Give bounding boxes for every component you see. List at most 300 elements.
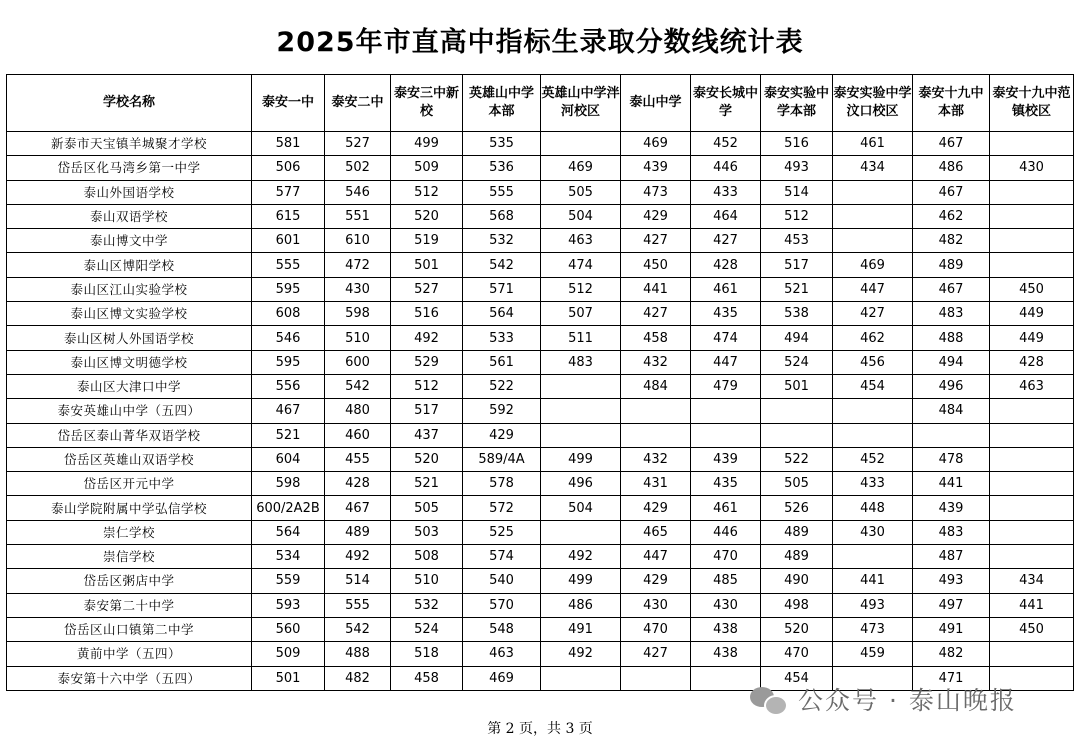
score-cell <box>621 666 691 690</box>
score-cell: 521 <box>761 277 833 301</box>
score-cell <box>990 229 1074 253</box>
score-cell <box>990 204 1074 228</box>
score-cell: 487 <box>913 545 990 569</box>
score-cell: 526 <box>761 496 833 520</box>
score-cell: 427 <box>691 229 761 253</box>
score-cell: 516 <box>761 132 833 156</box>
school-name-cell: 泰安第二十中学 <box>7 593 252 617</box>
score-cell <box>691 399 761 423</box>
score-cell: 593 <box>252 593 325 617</box>
score-cell: 456 <box>833 350 913 374</box>
column-header: 学校名称 <box>7 75 252 132</box>
score-cell: 494 <box>913 350 990 374</box>
score-cell: 535 <box>463 132 541 156</box>
score-cell: 460 <box>325 423 391 447</box>
page-footer: 第 2 页，共 3 页 <box>487 721 593 737</box>
score-cell: 469 <box>463 666 541 690</box>
score-cell: 441 <box>990 593 1074 617</box>
table-row <box>7 496 1074 520</box>
table-row <box>7 229 1074 253</box>
score-cell: 441 <box>833 569 913 593</box>
table-row <box>7 642 1074 666</box>
score-cell: 493 <box>761 156 833 180</box>
score-cell: 524 <box>761 350 833 374</box>
score-cell: 438 <box>691 642 761 666</box>
score-cell: 472 <box>325 253 391 277</box>
score-cell: 427 <box>621 642 691 666</box>
score-cell: 435 <box>691 472 761 496</box>
score-cell: 452 <box>691 132 761 156</box>
score-cell: 485 <box>691 569 761 593</box>
score-cell: 548 <box>463 617 541 641</box>
score-cell <box>541 132 621 156</box>
score-cell: 510 <box>325 326 391 350</box>
score-cell: 489 <box>325 520 391 544</box>
column-header: 英雄山中学泮河校区 <box>541 75 621 132</box>
score-cell: 601 <box>252 229 325 253</box>
score-cell: 454 <box>761 666 833 690</box>
score-cell: 532 <box>391 593 463 617</box>
score-cell: 600 <box>325 350 391 374</box>
score-cell: 551 <box>325 204 391 228</box>
score-cell: 430 <box>833 520 913 544</box>
score-cell: 484 <box>621 374 691 398</box>
score-cell: 517 <box>391 399 463 423</box>
score-cell: 458 <box>621 326 691 350</box>
score-cell: 546 <box>252 326 325 350</box>
score-cell: 499 <box>391 132 463 156</box>
table-row <box>7 423 1074 447</box>
score-cell <box>833 180 913 204</box>
score-cell: 471 <box>913 666 990 690</box>
score-cell: 489 <box>913 253 990 277</box>
school-name-cell: 泰山双语学校 <box>7 204 252 228</box>
school-name-cell: 新泰市天宝镇羊城聚才学校 <box>7 132 252 156</box>
score-cell: 503 <box>391 520 463 544</box>
score-cell: 474 <box>691 326 761 350</box>
score-cell: 491 <box>913 617 990 641</box>
school-name-cell: 岱岳区英雄山双语学校 <box>7 447 252 471</box>
column-header: 泰安十九中本部 <box>913 75 990 132</box>
score-cell <box>761 399 833 423</box>
score-cell: 516 <box>391 302 463 326</box>
score-cell: 488 <box>325 642 391 666</box>
score-cell: 501 <box>252 666 325 690</box>
score-cell <box>990 642 1074 666</box>
score-cell: 486 <box>541 593 621 617</box>
score-cell: 441 <box>621 277 691 301</box>
score-cell <box>833 229 913 253</box>
score-cell: 482 <box>325 666 391 690</box>
page-title: 2025年市直高中指标生录取分数线统计表 <box>276 27 804 58</box>
school-name-cell: 泰山学院附属中学弘信学校 <box>7 496 252 520</box>
column-header: 泰安三中新校 <box>391 75 463 132</box>
score-cell: 600/2A2B <box>252 496 325 520</box>
score-cell: 546 <box>325 180 391 204</box>
column-header: 泰安二中 <box>325 75 391 132</box>
score-cell: 427 <box>833 302 913 326</box>
table-row <box>7 132 1074 156</box>
school-name-cell: 岱岳区山口镇第二中学 <box>7 617 252 641</box>
score-cell: 534 <box>252 545 325 569</box>
score-cell <box>833 204 913 228</box>
score-cell: 470 <box>621 617 691 641</box>
score-cell: 564 <box>463 302 541 326</box>
score-cell: 467 <box>913 180 990 204</box>
score-cell: 453 <box>761 229 833 253</box>
score-cell: 438 <box>691 617 761 641</box>
score-cell: 509 <box>252 642 325 666</box>
score-cell: 474 <box>541 253 621 277</box>
score-cell: 518 <box>391 642 463 666</box>
score-cell: 578 <box>463 472 541 496</box>
score-cell: 446 <box>691 156 761 180</box>
score-cell: 428 <box>691 253 761 277</box>
score-cell: 486 <box>913 156 990 180</box>
score-cell: 520 <box>391 204 463 228</box>
score-cell: 489 <box>761 545 833 569</box>
table-row <box>7 447 1074 471</box>
score-cell: 592 <box>463 399 541 423</box>
score-cell: 432 <box>621 350 691 374</box>
score-cell: 429 <box>621 496 691 520</box>
score-cell: 542 <box>463 253 541 277</box>
score-cell: 509 <box>391 156 463 180</box>
score-cell: 595 <box>252 350 325 374</box>
score-cell: 532 <box>463 229 541 253</box>
score-cell: 604 <box>252 447 325 471</box>
table-row <box>7 472 1074 496</box>
score-cell: 514 <box>761 180 833 204</box>
score-cell: 480 <box>325 399 391 423</box>
score-cell: 473 <box>833 617 913 641</box>
score-cell: 430 <box>691 593 761 617</box>
score-cell: 598 <box>252 472 325 496</box>
score-cell: 482 <box>913 642 990 666</box>
score-cell: 449 <box>990 302 1074 326</box>
score-cell <box>541 399 621 423</box>
score-cell: 467 <box>913 277 990 301</box>
score-cell: 439 <box>913 496 990 520</box>
score-cell: 512 <box>541 277 621 301</box>
school-name-cell: 岱岳区开元中学 <box>7 472 252 496</box>
score-cell: 458 <box>391 666 463 690</box>
score-cell <box>990 447 1074 471</box>
score-cell: 556 <box>252 374 325 398</box>
score-cell: 430 <box>990 156 1074 180</box>
score-cell: 459 <box>833 642 913 666</box>
school-name-cell: 岱岳区泰山菁华双语学校 <box>7 423 252 447</box>
score-cell: 432 <box>621 447 691 471</box>
score-cell: 492 <box>325 545 391 569</box>
table-row <box>7 569 1074 593</box>
score-cell: 501 <box>761 374 833 398</box>
score-cell <box>990 253 1074 277</box>
column-header: 英雄山中学本部 <box>463 75 541 132</box>
score-cell: 493 <box>913 569 990 593</box>
score-cell <box>621 423 691 447</box>
score-cell: 427 <box>621 302 691 326</box>
column-header: 泰山中学 <box>621 75 691 132</box>
score-cell: 508 <box>391 545 463 569</box>
score-cell: 555 <box>252 253 325 277</box>
score-cell: 478 <box>913 447 990 471</box>
score-cell: 560 <box>252 617 325 641</box>
score-cell: 491 <box>541 617 621 641</box>
score-cell: 470 <box>691 545 761 569</box>
score-cell <box>990 545 1074 569</box>
school-name-cell: 泰山博文中学 <box>7 229 252 253</box>
score-cell: 434 <box>833 156 913 180</box>
score-cell: 463 <box>541 229 621 253</box>
score-cell: 461 <box>833 132 913 156</box>
score-cell: 483 <box>913 520 990 544</box>
column-header: 泰安实验中学本部 <box>761 75 833 132</box>
score-cell: 450 <box>990 617 1074 641</box>
score-cell <box>990 496 1074 520</box>
table-row <box>7 253 1074 277</box>
table-row <box>7 374 1074 398</box>
score-cell: 433 <box>691 180 761 204</box>
score-cell: 527 <box>391 277 463 301</box>
score-cell: 496 <box>913 374 990 398</box>
score-cell: 512 <box>761 204 833 228</box>
score-cell: 429 <box>621 204 691 228</box>
score-cell: 504 <box>541 496 621 520</box>
column-header: 泰安十九中范镇校区 <box>990 75 1074 132</box>
score-cell: 437 <box>391 423 463 447</box>
score-cell: 483 <box>913 302 990 326</box>
score-cell: 482 <box>913 229 990 253</box>
table-row <box>7 277 1074 301</box>
score-cell: 577 <box>252 180 325 204</box>
score-cell: 499 <box>541 447 621 471</box>
wechat-icon <box>748 683 788 715</box>
score-cell: 610 <box>325 229 391 253</box>
school-name-cell: 泰山区博阳学校 <box>7 253 252 277</box>
score-cell: 538 <box>761 302 833 326</box>
score-cell: 488 <box>913 326 990 350</box>
score-cell: 520 <box>391 447 463 471</box>
score-cell: 520 <box>761 617 833 641</box>
score-cell: 429 <box>463 423 541 447</box>
school-name-cell: 崇信学校 <box>7 545 252 569</box>
score-cell: 455 <box>325 447 391 471</box>
table-row <box>7 204 1074 228</box>
score-cell: 598 <box>325 302 391 326</box>
score-cell: 504 <box>541 204 621 228</box>
score-cell: 434 <box>990 569 1074 593</box>
score-cell: 521 <box>252 423 325 447</box>
score-cell: 522 <box>463 374 541 398</box>
score-cell: 529 <box>391 350 463 374</box>
score-cell <box>990 399 1074 423</box>
score-cell: 498 <box>761 593 833 617</box>
score-cell: 469 <box>621 132 691 156</box>
score-cell: 450 <box>621 253 691 277</box>
table-row <box>7 617 1074 641</box>
score-cell: 447 <box>621 545 691 569</box>
score-cell: 473 <box>621 180 691 204</box>
score-cell <box>833 399 913 423</box>
score-cell: 490 <box>761 569 833 593</box>
score-cell: 467 <box>325 496 391 520</box>
score-cell: 461 <box>691 277 761 301</box>
score-cell: 430 <box>621 593 691 617</box>
score-cell: 428 <box>325 472 391 496</box>
score-table <box>6 74 1074 691</box>
score-cell: 507 <box>541 302 621 326</box>
score-cell: 502 <box>325 156 391 180</box>
score-cell: 555 <box>325 593 391 617</box>
score-cell: 540 <box>463 569 541 593</box>
table-row <box>7 593 1074 617</box>
school-name-cell: 泰山区博文实验学校 <box>7 302 252 326</box>
score-cell: 574 <box>463 545 541 569</box>
score-cell: 505 <box>391 496 463 520</box>
score-cell: 510 <box>391 569 463 593</box>
watermark <box>748 681 1017 717</box>
score-cell <box>833 423 913 447</box>
score-cell: 615 <box>252 204 325 228</box>
score-cell: 608 <box>252 302 325 326</box>
score-cell: 439 <box>691 447 761 471</box>
score-cell: 461 <box>691 496 761 520</box>
score-cell: 489 <box>761 520 833 544</box>
table-row <box>7 399 1074 423</box>
score-cell <box>990 180 1074 204</box>
watermark-text: 公众号 · 泰山晚报 <box>798 686 1017 715</box>
school-name-cell: 泰山区江山实验学校 <box>7 277 252 301</box>
score-cell: 570 <box>463 593 541 617</box>
score-cell: 561 <box>463 350 541 374</box>
score-cell <box>990 520 1074 544</box>
school-name-cell: 黄前中学（五四） <box>7 642 252 666</box>
score-cell: 429 <box>621 569 691 593</box>
score-cell: 430 <box>325 277 391 301</box>
score-cell: 542 <box>325 617 391 641</box>
score-cell: 517 <box>761 253 833 277</box>
score-cell: 479 <box>691 374 761 398</box>
table-row <box>7 520 1074 544</box>
score-cell <box>833 545 913 569</box>
table-row <box>7 156 1074 180</box>
score-cell: 464 <box>691 204 761 228</box>
score-cell: 449 <box>990 326 1074 350</box>
score-cell: 454 <box>833 374 913 398</box>
score-cell: 462 <box>913 204 990 228</box>
score-cell <box>913 423 990 447</box>
score-cell: 452 <box>833 447 913 471</box>
table-row <box>7 326 1074 350</box>
score-cell: 470 <box>761 642 833 666</box>
score-cell: 555 <box>463 180 541 204</box>
school-name-cell: 岱岳区粥店中学 <box>7 569 252 593</box>
score-cell: 589/4A <box>463 447 541 471</box>
score-cell: 505 <box>541 180 621 204</box>
score-cell: 512 <box>391 374 463 398</box>
score-cell: 496 <box>541 472 621 496</box>
score-cell: 506 <box>252 156 325 180</box>
score-cell: 447 <box>833 277 913 301</box>
score-cell: 581 <box>252 132 325 156</box>
school-name-cell: 泰山外国语学校 <box>7 180 252 204</box>
score-cell: 559 <box>252 569 325 593</box>
score-cell: 571 <box>463 277 541 301</box>
score-cell: 428 <box>990 350 1074 374</box>
score-cell: 493 <box>833 593 913 617</box>
score-cell: 492 <box>391 326 463 350</box>
score-cell <box>541 520 621 544</box>
score-cell: 501 <box>391 253 463 277</box>
score-cell <box>621 399 691 423</box>
score-cell <box>691 423 761 447</box>
score-cell <box>541 666 621 690</box>
score-cell: 484 <box>913 399 990 423</box>
score-cell: 536 <box>463 156 541 180</box>
school-name-cell: 泰山区大津口中学 <box>7 374 252 398</box>
score-cell: 514 <box>325 569 391 593</box>
score-cell: 427 <box>621 229 691 253</box>
score-cell: 533 <box>463 326 541 350</box>
score-cell: 433 <box>833 472 913 496</box>
score-cell: 447 <box>691 350 761 374</box>
score-cell: 505 <box>761 472 833 496</box>
score-cell: 435 <box>691 302 761 326</box>
score-cell <box>990 132 1074 156</box>
school-name-cell: 泰山区树人外国语学校 <box>7 326 252 350</box>
score-cell: 512 <box>391 180 463 204</box>
column-header: 泰安一中 <box>252 75 325 132</box>
score-cell: 492 <box>541 642 621 666</box>
score-cell: 564 <box>252 520 325 544</box>
table-header-row <box>7 75 1074 132</box>
score-cell <box>541 423 621 447</box>
score-cell: 525 <box>463 520 541 544</box>
school-name-cell: 泰山区博文明德学校 <box>7 350 252 374</box>
score-cell: 521 <box>391 472 463 496</box>
score-cell: 446 <box>691 520 761 544</box>
table-row <box>7 302 1074 326</box>
score-cell: 527 <box>325 132 391 156</box>
column-header: 泰安实验中学汶口校区 <box>833 75 913 132</box>
table-row <box>7 180 1074 204</box>
score-cell: 463 <box>463 642 541 666</box>
score-cell: 439 <box>621 156 691 180</box>
table-row <box>7 350 1074 374</box>
score-cell: 499 <box>541 569 621 593</box>
score-cell: 431 <box>621 472 691 496</box>
school-name-cell: 岱岳区化马湾乡第一中学 <box>7 156 252 180</box>
score-cell <box>990 423 1074 447</box>
score-cell: 494 <box>761 326 833 350</box>
table-row <box>7 545 1074 569</box>
score-cell: 572 <box>463 496 541 520</box>
school-name-cell: 崇仁学校 <box>7 520 252 544</box>
score-cell: 568 <box>463 204 541 228</box>
score-cell: 524 <box>391 617 463 641</box>
score-cell: 469 <box>541 156 621 180</box>
score-cell: 522 <box>761 447 833 471</box>
score-cell <box>990 472 1074 496</box>
score-cell <box>761 423 833 447</box>
school-name-cell: 泰安英雄山中学（五四） <box>7 399 252 423</box>
score-cell: 465 <box>621 520 691 544</box>
score-cell: 448 <box>833 496 913 520</box>
score-cell: 467 <box>252 399 325 423</box>
score-cell: 542 <box>325 374 391 398</box>
score-cell: 467 <box>913 132 990 156</box>
